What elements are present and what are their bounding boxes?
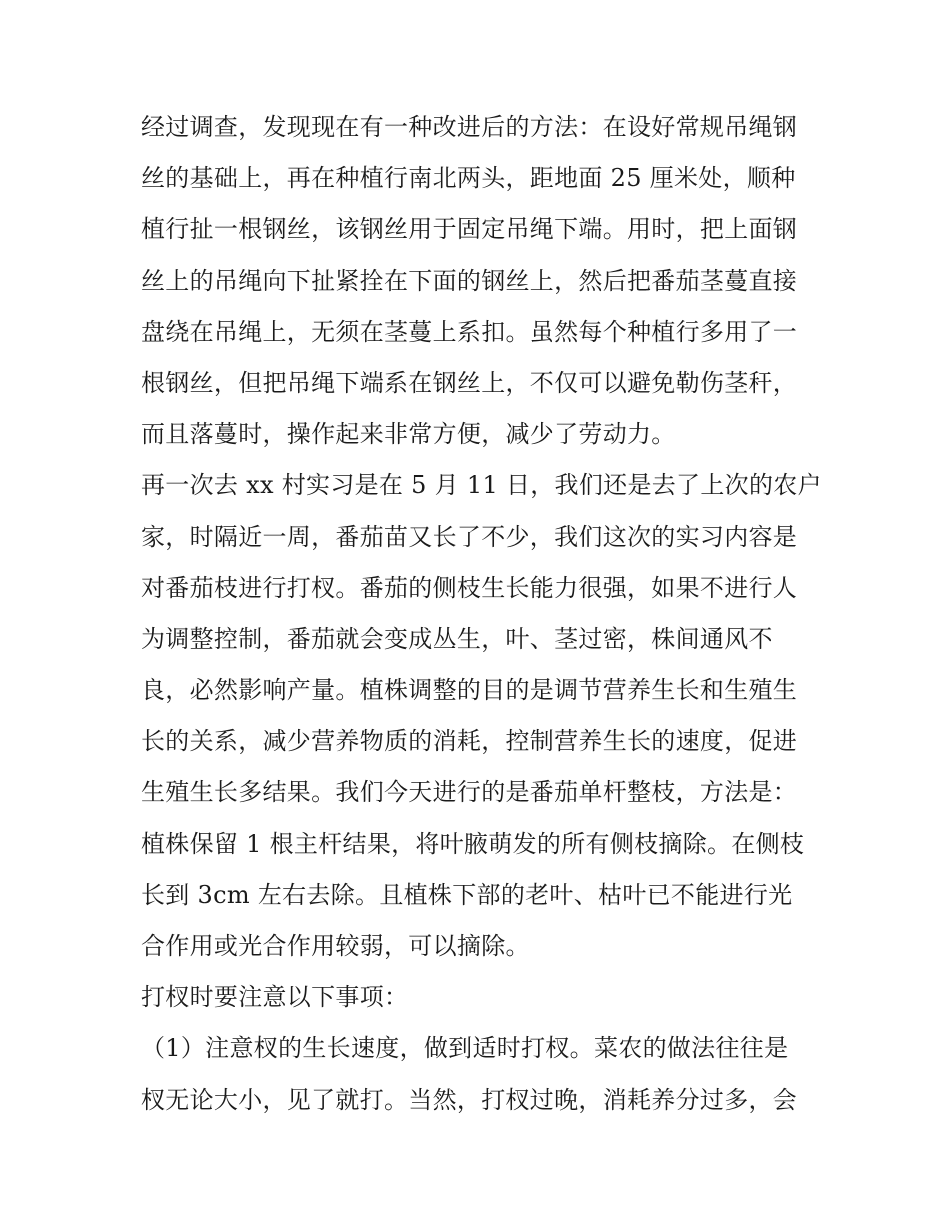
text-line: 再一次去 xx 村实习是在 5 月 11 日，我们还是去了上次的农户 bbox=[141, 471, 822, 500]
text-line: 杈无论大小，见了就打。当然，打杈过晚，消耗养分过多，会 bbox=[141, 1085, 798, 1114]
text-line: 长到 3cm 左右去除。且植株下部的老叶、枯叶已不能进行光 bbox=[141, 880, 793, 909]
text-line: 经过调查，发现现在有一种改进后的方法：在设好常规吊绳钢 bbox=[141, 113, 798, 141]
text-line: 根钢丝，但把吊绳下端系在钢丝上，不仅可以避免勒伤茎秆， bbox=[141, 368, 798, 397]
document-body bbox=[141, 102, 821, 1126]
text-line: 丝上的吊绳向下扯紧拴在下面的钢丝上，然后把番茄茎蔓直接 bbox=[141, 266, 798, 295]
text-line: 合作用或光合作用较弱，可以摘除。 bbox=[141, 932, 530, 960]
text-line: 植行扯一根钢丝，该钢丝用于固定吊绳下端。用时，把上面钢 bbox=[141, 215, 798, 244]
text-line: 对番茄枝进行打杈。番茄的侧枝生长能力很强，如果不进行人 bbox=[141, 573, 798, 602]
text-line: 打杈时要注意以下事项： bbox=[141, 983, 409, 1012]
text-line: 生殖生长多结果。我们今天进行的是番茄单杆整枝，方法是： bbox=[141, 778, 798, 807]
text-line: 良，必然影响产量。植株调整的目的是调节营养生长和生殖生 bbox=[141, 676, 798, 705]
text-line: （1）注意杈的生长速度，做到适时打杈。菜农的做法往往是 bbox=[141, 1034, 789, 1063]
text-line: 丝的基础上，再在种植行南北两头，距地面 25 厘米处，顺种 bbox=[141, 164, 796, 193]
text-line: 家，时隔近一周，番茄苗又长了不少，我们这次的实习内容是 bbox=[141, 522, 798, 551]
text-line: 为调整控制，番茄就会变成丛生，叶、茎过密，株间通风不 bbox=[141, 624, 773, 653]
text-line: 盘绕在吊绳上，无须在茎蔓上系扣。虽然每个种植行多用了一 bbox=[141, 317, 798, 346]
text-line: 而且落蔓时，操作起来非常方便，减少了劳动力。 bbox=[141, 420, 676, 449]
text-line: 长的关系，减少营养物质的消耗，控制营养生长的速度，促进 bbox=[141, 727, 798, 756]
text-line: 植株保留 1 根主杆结果，将叶腋萌发的所有侧枝摘除。在侧枝 bbox=[141, 829, 805, 858]
